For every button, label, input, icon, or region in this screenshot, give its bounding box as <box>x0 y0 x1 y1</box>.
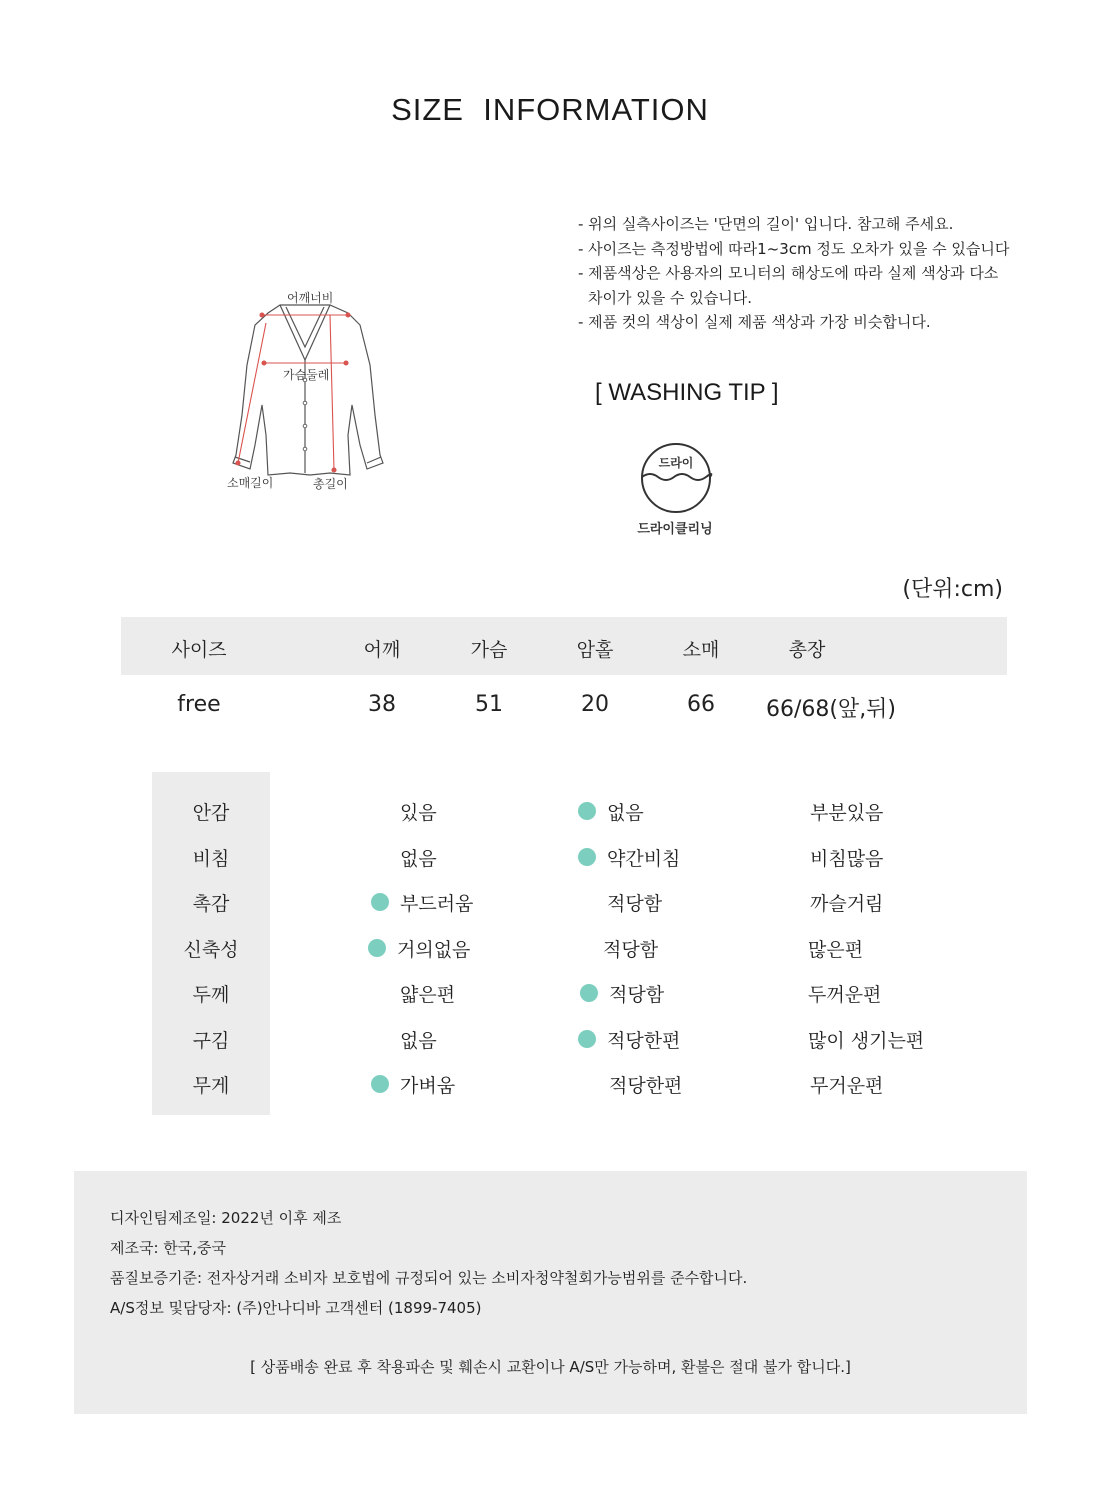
attribute-option: 많은편 <box>808 939 864 961</box>
attribute-label-stretch: 신축성 <box>183 939 239 961</box>
attribute-option: 많이 생기는편 <box>808 1030 925 1052</box>
attribute-option: 적당함 <box>609 984 665 1006</box>
page-title <box>0 92 1100 128</box>
header-total-length: 총장 <box>788 639 826 661</box>
cell-sleeve: 66 <box>687 692 715 717</box>
attribute-option: 거의없음 <box>397 939 471 961</box>
garment-measurement-diagram <box>220 285 400 500</box>
cell-armhole: 20 <box>581 692 609 717</box>
note-line: - 위의 실측사이즈는 '단면의 길이' 입니다. 참고해 주세요. <box>578 215 954 233</box>
size-table-header <box>121 617 1007 675</box>
attribute-label-texture: 촉감 <box>192 893 230 915</box>
unit-label: (단위:cm) <box>902 577 1003 602</box>
selected-indicator-dot <box>578 1030 596 1048</box>
attribute-option: 없음 <box>607 802 644 824</box>
title-word-information: INFORMATION <box>483 92 709 127</box>
attribute-label-lining: 안감 <box>192 802 230 824</box>
attribute-option: 적당함 <box>603 939 659 961</box>
attribute-label-sheerness: 비침 <box>192 848 230 870</box>
dry-clean-icon <box>638 441 714 513</box>
attribute-option: 없음 <box>400 1030 437 1052</box>
dry-clean-icon-text: 드라이 <box>658 456 694 470</box>
note-line: - 제품색상은 사용자의 모니터의 해상도에 따라 실제 색상과 다소 <box>578 264 999 282</box>
refund-notice: [ 상품배송 완료 후 착용파손 및 훼손시 교환이나 A/S만 가능하며, 환불은 절대 불가 합니다.] <box>250 1358 851 1376</box>
header-armhole: 암홀 <box>576 639 614 661</box>
sleeve-length-label: 소매길이 <box>227 476 274 490</box>
selected-indicator-dot <box>368 939 386 957</box>
total-length-label: 총길이 <box>313 477 348 491</box>
footer-line-quality: 품질보증기준: 전자상거래 소비자 보호법에 규정되어 있는 소비자청약철회가능범위를 준수합니다. <box>110 1269 748 1287</box>
footer-line-as-info: A/S정보 및담당자: (주)안나디바 고객센터 (1899-7405) <box>110 1299 482 1317</box>
attribute-option: 얇은편 <box>400 984 456 1006</box>
attribute-label-wrinkle: 구김 <box>192 1030 230 1052</box>
attribute-option: 약간비침 <box>607 848 681 870</box>
blouse-illustration <box>220 285 400 500</box>
header-chest: 가슴 <box>470 639 508 661</box>
note-line: - 사이즈는 측정방법에 따라1~3cm 정도 오차가 있을 수 있습니다 <box>578 239 1010 258</box>
selected-indicator-dot <box>578 848 596 866</box>
attribute-option: 까슬거림 <box>810 893 884 915</box>
attribute-option: 적당함 <box>607 893 663 915</box>
attribute-option: 있음 <box>400 802 437 824</box>
cell-size: free <box>177 692 221 717</box>
shoulder-width-label: 어깨너비 <box>287 291 334 305</box>
washing-caption: 드라이클리닝 <box>637 522 713 537</box>
attribute-label-thickness: 두께 <box>192 984 230 1006</box>
cell-shoulder: 38 <box>368 692 396 717</box>
header-size: 사이즈 <box>171 639 227 661</box>
header-sleeve: 소매 <box>682 639 720 661</box>
selected-indicator-dot <box>580 984 598 1002</box>
header-shoulder: 어깨 <box>363 639 401 661</box>
attribute-option: 무거운편 <box>810 1075 884 1097</box>
attribute-option: 두꺼운편 <box>808 984 882 1006</box>
attribute-option: 가벼움 <box>400 1075 456 1097</box>
cell-total-length: 66/68(앞,뒤) <box>765 697 897 722</box>
selected-indicator-dot <box>371 1075 389 1093</box>
size-notes <box>578 212 1048 335</box>
washing-tip-title: [ WASHING TIP ] <box>595 379 779 406</box>
size-table-row <box>121 692 1007 726</box>
selected-indicator-dot <box>371 893 389 911</box>
cell-chest: 51 <box>475 692 503 717</box>
chest-circumference-label: 가슴둘레 <box>283 368 330 382</box>
attribute-option: 부드러움 <box>400 893 474 915</box>
attribute-option: 적당한편 <box>607 1030 681 1052</box>
attribute-option: 없음 <box>400 848 437 870</box>
attribute-option: 비침많음 <box>810 848 884 870</box>
note-line: 차이가 있을 수 있습니다. <box>588 288 752 307</box>
attribute-label-weight: 무게 <box>192 1075 230 1097</box>
note-line: - 제품 컷의 색상이 실제 제품 색상과 가장 비슷합니다. <box>578 313 931 331</box>
attribute-option: 부분있음 <box>810 802 884 824</box>
attribute-option: 적당한편 <box>609 1075 683 1097</box>
footer-line-origin: 제조국: 한국,중국 <box>110 1239 227 1257</box>
selected-indicator-dot <box>578 802 596 820</box>
title-word-size: SIZE <box>391 92 464 127</box>
footer-line-manufacture-date: 디자인팀제조일: 2022년 이후 제조 <box>110 1209 342 1227</box>
